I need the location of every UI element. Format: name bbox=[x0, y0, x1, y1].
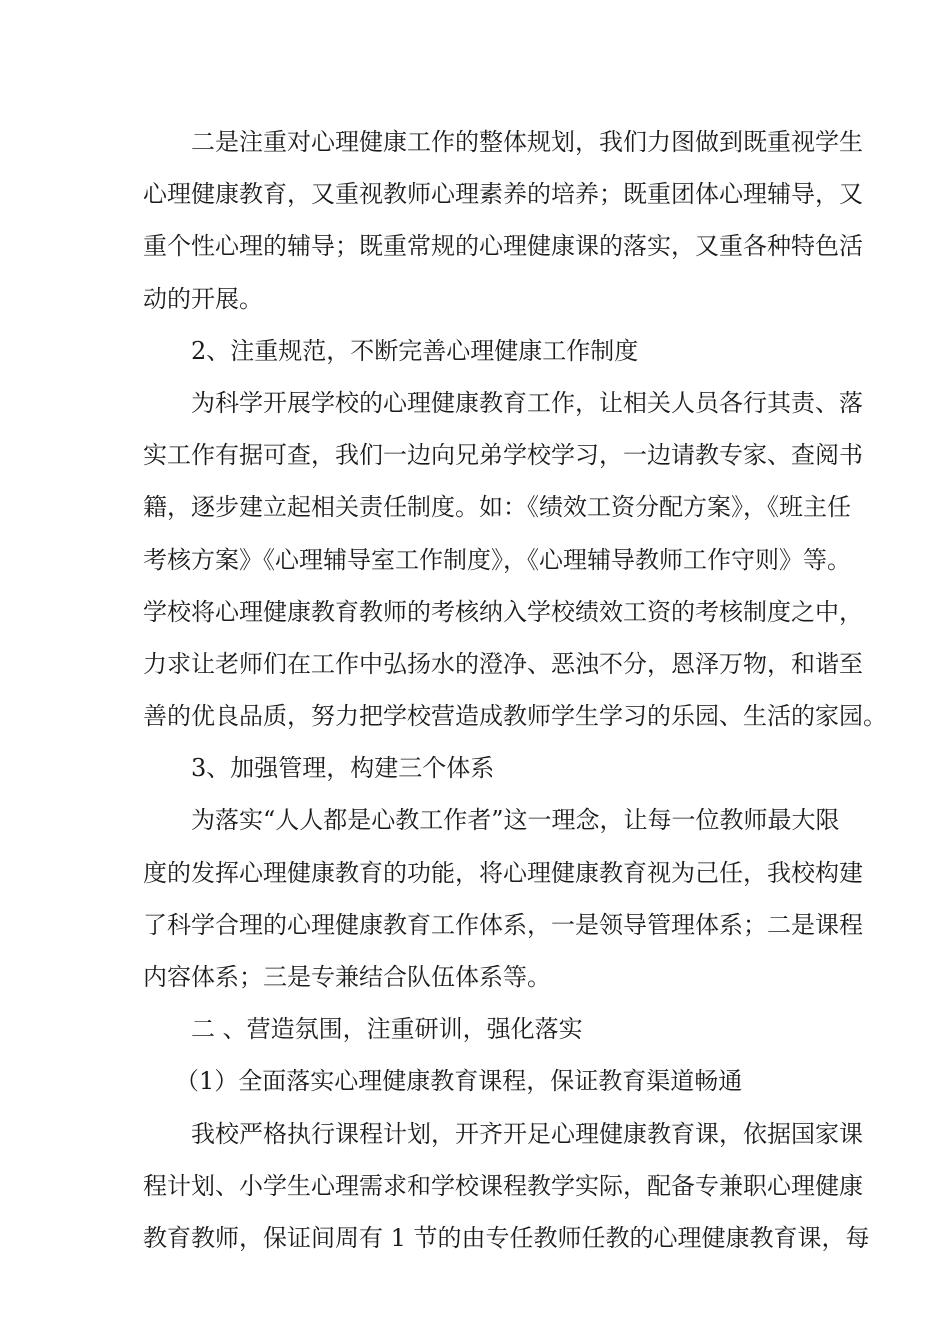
paragraph-line: 学校将心理健康教育教师的考核纳入学校绩效工资的考核制度之中， bbox=[143, 597, 863, 626]
subsection-heading: （1）全面落实心理健康教育课程，保证教育渠道畅通 bbox=[175, 1067, 743, 1096]
paragraph-line: 实工作有据可查，我们一边向兄弟学校学习，一边请教专家、查阅书 bbox=[143, 441, 863, 470]
paragraph-line: 籍，逐步建立起相关责任制度。如：《绩效工资分配方案》，《班主任 bbox=[143, 493, 851, 522]
paragraph-line: 考核方案》《心理辅导室工作制度》，《心理辅导教师工作守则》等。 bbox=[143, 545, 851, 574]
section-heading: 二 、营造氛围，注重研训，强化落实 bbox=[191, 1015, 583, 1044]
paragraph-line: 内容体系；三是专兼结合队伍体系等。 bbox=[143, 963, 551, 991]
paragraph-line: 教育教师，保证间周有 1 节的由专任教师任教的心理健康教育课，每 bbox=[143, 1223, 870, 1252]
paragraph-line: 重个性心理的辅导；既重常规的心理健康课的落实，又重各种特色活 bbox=[143, 232, 863, 261]
paragraph-line: 动的开展。 bbox=[143, 284, 263, 313]
paragraph-line: 我校严格执行课程计划，开齐开足心理健康教育课，依据国家课 bbox=[191, 1119, 863, 1148]
document-body bbox=[143, 116, 887, 1264]
paragraph-line: 二是注重对心理健康工作的整体规划，我们力图做到既重视学生 bbox=[191, 128, 863, 156]
paragraph-line: 心理健康教育，又重视教师心理素养的培养；既重团体心理辅导，又 bbox=[143, 180, 863, 209]
paragraph-line: 度的发挥心理健康教育的功能，将心理健康教育视为己任，我校构建 bbox=[143, 858, 863, 887]
paragraph-line: 善的优良品质，努力把学校营造成教师学生学习的乐园、生活的家园。 bbox=[143, 702, 887, 731]
section-heading: 3、加强管理，构建三个体系 bbox=[191, 754, 495, 783]
section-heading: 2、注重规范，不断完善心理健康工作制度 bbox=[191, 336, 639, 365]
paragraph-line: 力求让老师们在工作中弘扬水的澄净、恶浊不分，恩泽万物，和谐至 bbox=[143, 649, 863, 678]
paragraph-line: 了科学合理的心理健康教育工作体系，一是领导管理体系；二是课程 bbox=[143, 910, 863, 939]
paragraph-line: 为科学开展学校的心理健康教育工作，让相关人员各行其责、落 bbox=[191, 388, 863, 417]
paragraph-line: 程计划、小学生心理需求和学校课程教学实际，配备专兼职心理健康 bbox=[143, 1171, 863, 1200]
paragraph-line: 为落实“人人都是心教工作者”这一理念，让每一位教师最大限 bbox=[191, 806, 840, 835]
